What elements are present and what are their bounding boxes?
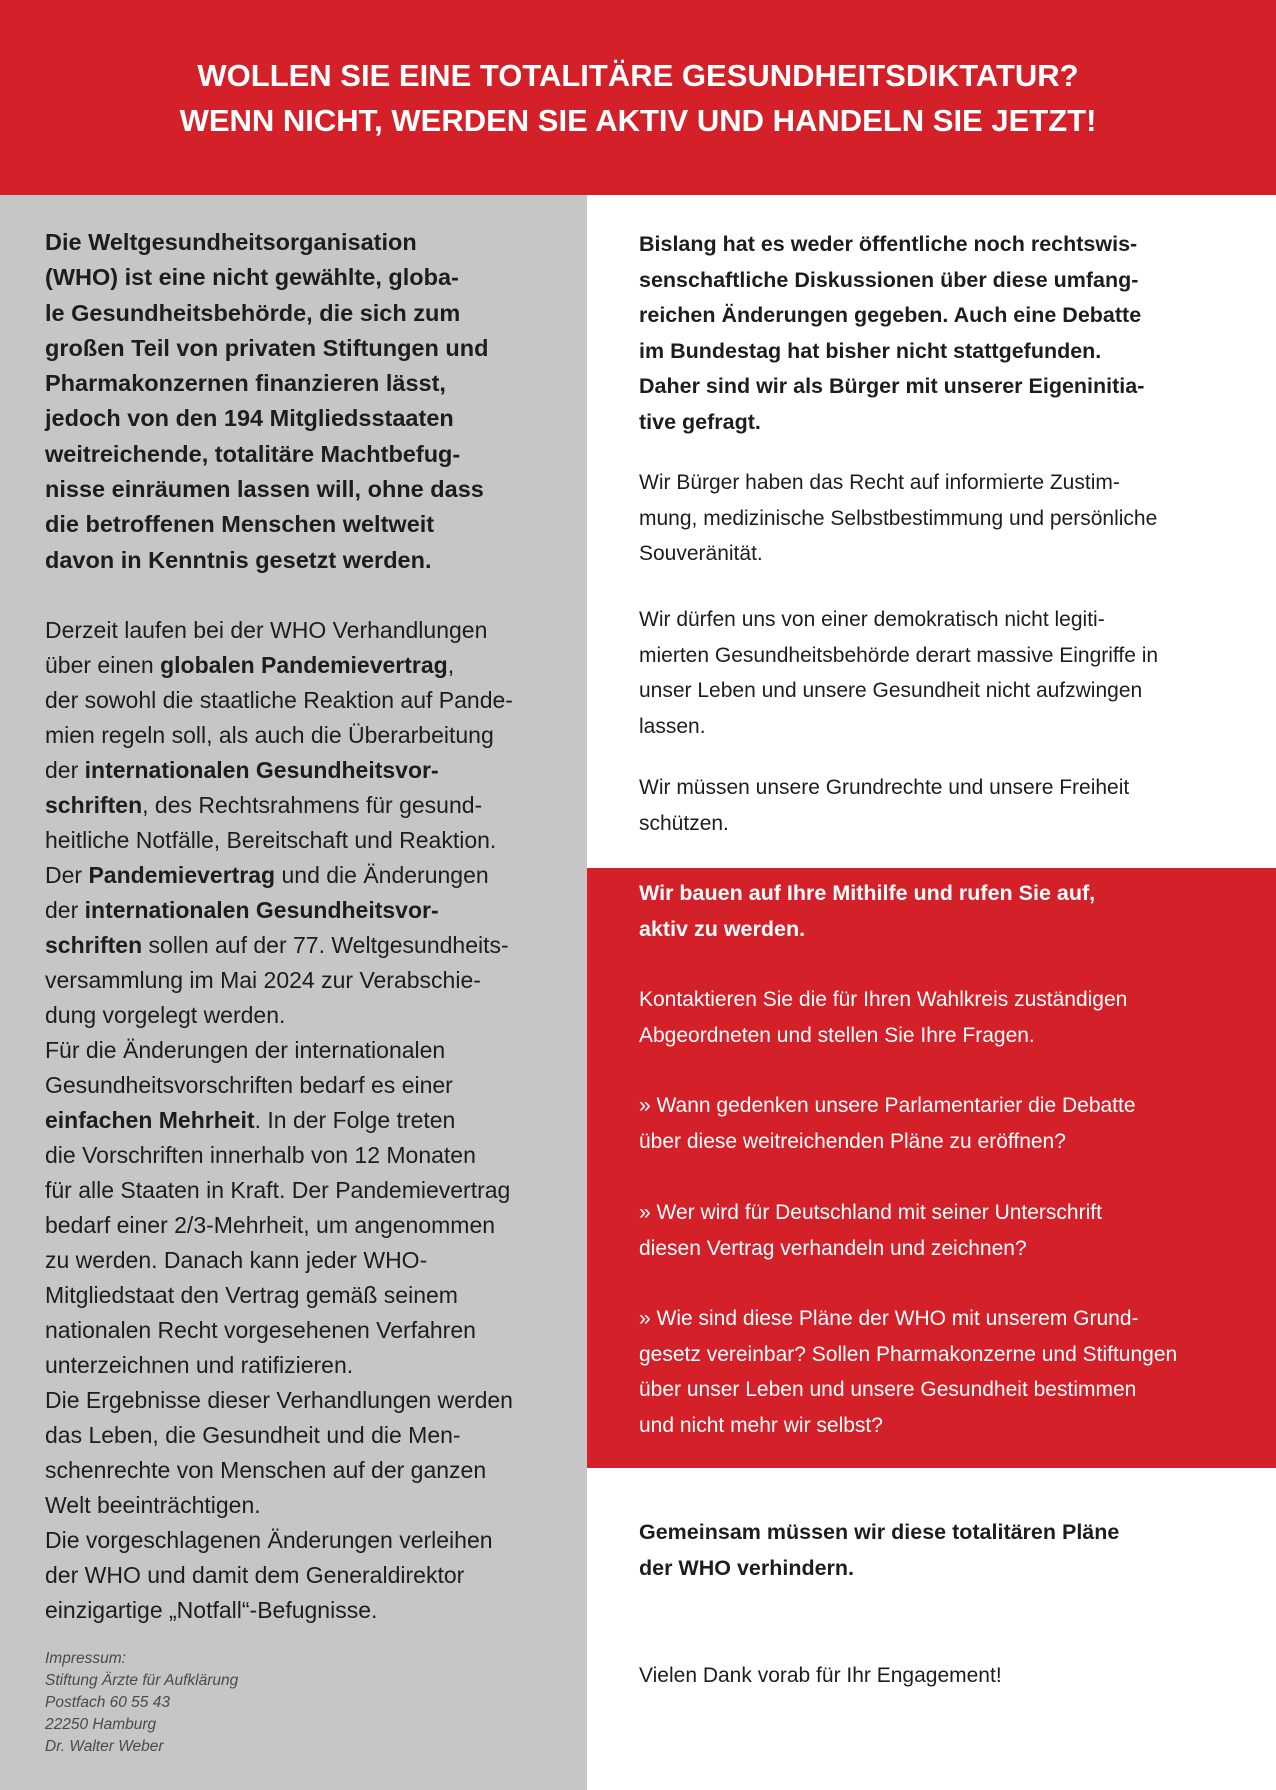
emphasis-ihr: schriften [45, 931, 143, 958]
question-line: » Wie sind diese Pläne der WHO mit unserem Grund- [639, 1307, 1139, 1330]
question-line: gesetz vereinbar? Sollen Pharmakonzerne und Stiftungen [639, 1342, 1178, 1366]
cta-heading-line: aktiv zu werden. [639, 916, 806, 941]
question-1 [639, 1088, 1239, 1159]
body-line: Die vorgeschlagenen Änderungen verleihen [45, 1526, 493, 1553]
intro-line: großen Teil von privaten Stiftungen und [45, 334, 489, 361]
impressum-label: Impressum: [45, 1650, 126, 1667]
paragraph-line: Wir müssen unsere Grundrechte und unsere Freiheit [639, 776, 1130, 799]
call-to-action-box [587, 868, 1276, 1468]
question-line: » Wer wird für Deutschland mit seiner Unterschrift [639, 1201, 1102, 1224]
bold-intro-line: Daher sind wir als Bürger mit unserer Eigeninitia- [639, 374, 1145, 398]
headline-banner [0, 0, 1276, 195]
headline-line-2: WENN NICHT, WERDEN SIE AKTIV UND HANDELN SIE JETZT! [179, 102, 1097, 138]
intro-line: Pharmakonzernen finanzieren lässt, [45, 370, 446, 397]
body-line: der internationalen Gesundheitsvor- [45, 756, 439, 783]
protect-rights-paragraph [639, 770, 1239, 841]
emphasis-ihr: internationalen Gesundheitsvor- [84, 896, 439, 923]
emphasis-ihr: internationalen Gesundheitsvor- [84, 756, 439, 783]
body-line: unterzeichnen und ratifizieren. [45, 1351, 354, 1378]
body-line: einzigartige „Notfall“-Befugnisse. [45, 1596, 378, 1623]
body-line: Für die Änderungen der internationalen [45, 1036, 446, 1063]
left-text-block [45, 225, 550, 1628]
body-line: schriften sollen auf der 77. Weltgesundheits- [45, 931, 509, 958]
question-2 [639, 1195, 1239, 1266]
body-line: nationalen Recht vorgesehenen Verfahren [45, 1316, 476, 1343]
emphasis-pandemic-treaty: Pandemievertrag [88, 861, 276, 888]
impressum-org: Stiftung Ärzte für Aufklärung [45, 1672, 239, 1689]
paragraph-line: unser Leben und unsere Gesundheit nicht aufzwingen [639, 679, 1143, 702]
cta-line: Abgeordneten und stellen Sie Ihre Fragen. [639, 1023, 1035, 1047]
body-line: der WHO und damit dem Generaldirektor [45, 1561, 465, 1588]
body-line: das Leben, die Gesundheit und die Men- [45, 1421, 461, 1448]
body-line: die Vorschriften innerhalb von 12 Monaten [45, 1141, 476, 1168]
right-column [587, 195, 1276, 1790]
body-line: dung vorgelegt werden. [45, 1001, 286, 1028]
intro-line: die betroffenen Menschen weltweit [45, 511, 435, 538]
question-3 [639, 1301, 1239, 1443]
bold-intro-line: senschaftliche Diskussionen über diese umfang- [639, 267, 1139, 292]
cta-heading [639, 876, 1239, 947]
headline-line-1: WOLLEN SIE EINE TOTALITÄRE GESUNDHEITSDIKTATUR? [197, 57, 1079, 93]
bold-intro [639, 227, 1239, 440]
body-line: schenrechte von Menschen auf der ganzen [45, 1456, 487, 1483]
question-line: über unser Leben und unsere Gesundheit bestimmen [639, 1378, 1137, 1401]
impressum-city: 22250 Hamburg [45, 1716, 157, 1733]
paragraph-line: mierten Gesundheitsbehörde derart massive Eingriffe in [639, 643, 1159, 667]
bold-intro-line: im Bundestag hat bisher nicht stattgefunden. [639, 338, 1102, 363]
impressum-postbox: Postfach 60 55 43 [45, 1694, 170, 1711]
thanks-text: Vielen Dank vorab für Ihr Engagement! [639, 1664, 1002, 1687]
intro-line: Die Weltgesundheitsorganisation [45, 229, 417, 255]
rights-paragraph [639, 465, 1239, 572]
closing-line: Gemeinsam müssen wir diese totalitären Pläne [639, 1520, 1120, 1544]
paragraph-line: mung, medizinische Selbstbestimmung und persönliche [639, 506, 1158, 530]
cta-line: Kontaktieren Sie die für Ihren Wahlkreis zuständigen [639, 988, 1128, 1011]
paragraph-line: schützen. [639, 811, 729, 835]
question-line: über diese weitreichenden Pläne zu eröffnen? [639, 1129, 1066, 1153]
body-line: Derzeit laufen bei der WHO Verhandlungen [45, 616, 488, 643]
question-line: » Wann gedenken unsere Parlamentarier die Debatte [639, 1094, 1136, 1117]
paragraph-line: Souveränität. [639, 542, 763, 565]
thanks-line [639, 1658, 1239, 1694]
no-imposition-paragraph [639, 602, 1239, 744]
intro-line: weitreichende, totalitäre Machtbefug- [45, 440, 461, 467]
emphasis-pandemic-treaty: globalen Pandemievertrag [160, 651, 448, 678]
cta-heading-line: Wir bauen auf Ihre Mithilfe und rufen Sie auf, [639, 881, 1096, 905]
body-line: der sowohl die staatliche Reaktion auf Pande- [45, 686, 513, 713]
question-line: und nicht mehr wir selbst? [639, 1413, 883, 1437]
paragraph-line: Wir Bürger haben das Recht auf informierte Zustim- [639, 471, 1120, 494]
intro-paragraph [45, 225, 550, 578]
body-line: einfachen Mehrheit. In der Folge treten [45, 1106, 456, 1133]
left-column [0, 195, 587, 1790]
bold-intro-line: tive gefragt. [639, 409, 761, 434]
impressum [45, 1648, 445, 1758]
body-line: mien regeln soll, als auch die Überarbeitung [45, 721, 494, 748]
intro-line: jedoch von den 194 Mitgliedsstaaten [45, 405, 454, 432]
paragraph-line: Wir dürfen uns von einer demokratisch nicht legiti- [639, 608, 1105, 631]
body-line: Gesundheitsvorschriften bedarf es einer [45, 1071, 453, 1098]
impressum-person: Dr. Walter Weber [45, 1738, 164, 1755]
intro-line: le Gesundheitsbehörde, die sich zum [45, 299, 461, 326]
body-line: der internationalen Gesundheitsvor- [45, 896, 439, 923]
closing-statement [639, 1515, 1239, 1586]
question-line: diesen Vertrag verhandeln und zeichnen? [639, 1236, 1027, 1260]
body-paragraph [45, 613, 550, 1628]
emphasis-ihr: schriften [45, 791, 143, 818]
body-line: über einen globalen Pandemievertrag, [45, 651, 455, 678]
body-line: versammlung im Mai 2024 zur Verabschie- [45, 966, 481, 993]
intro-line: nisse einräumen lassen will, ohne dass [45, 476, 484, 503]
body-line: bedarf einer 2/3-Mehrheit, um angenommen [45, 1211, 496, 1238]
paragraph-line: lassen. [639, 714, 706, 738]
intro-line: (WHO) ist eine nicht gewählte, globa- [45, 264, 459, 291]
body-line: Welt beeinträchtigen. [45, 1491, 261, 1518]
body-line: heitliche Notfälle, Bereitschaft und Reaktion. [45, 826, 497, 853]
bold-intro-line: Bislang hat es weder öffentliche noch rechtswis- [639, 232, 1138, 256]
bold-intro-line: reichen Änderungen gegeben. Auch eine Debatte [639, 303, 1142, 327]
body-line: Die Ergebnisse dieser Verhandlungen werden [45, 1386, 513, 1413]
cta-contact [639, 982, 1239, 1053]
body-line: Der Pandemievertrag und die Änderungen [45, 861, 489, 888]
body-line: zu werden. Danach kann jeder WHO- [45, 1246, 428, 1273]
emphasis-simple-majority: einfachen Mehrheit [45, 1106, 255, 1133]
closing-line: der WHO verhindern. [639, 1555, 855, 1580]
body-line: schriften, des Rechtsrahmens für gesund- [45, 791, 483, 818]
body-line: Mitgliedstaat den Vertrag gemäß seinem [45, 1281, 458, 1308]
intro-line: davon in Kenntnis gesetzt werden. [45, 546, 432, 573]
body-line: für alle Staaten in Kraft. Der Pandemievertrag [45, 1176, 511, 1203]
